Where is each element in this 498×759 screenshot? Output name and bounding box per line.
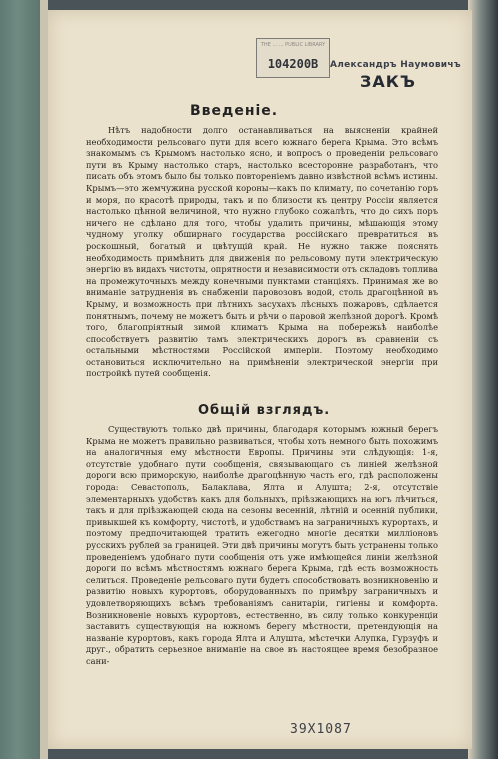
book-cover-left bbox=[0, 0, 44, 759]
section-text-general-view: Существуютъ только двѣ причины, благодаря которымъ южный берегъ Крыма не можетъ правильно развиваться, чтобы хоть немного быть похожимъ на аналогичныя ему мѣстности Европы. Причины эти слѣдующія: 1-я, отсутствіе удобнаго пути сообщенія, связывающаго съ линіей желѣзной дороги всю приморскую, наиболѣе драгоцѣнную часть его, гдѣ расположены города: Севастополь, Балаклава, Ялта и Алушта; 2-я, отсутствіе элементарныхъ удобствъ какъ для больныхъ, пріѣзжающихъ на югъ лѣчиться, такъ и для пріѣзжающей сюда на сезоны весенній, лѣтній и осенній публики, привыкшей къ комфорту, чистотѣ, и удобствамъ на заграничныхъ курортахъ, и поэтому предпочитающей тратить ежегодно многіе десятки милліоновъ русскихъ рублей за границей. Эти двѣ причины могутъ быть устранены только проведеніемъ удобнаго пути сообщенія отъ уже имѣющейся линіи желѣзной дороги по всѣмъ мѣстностямъ южнаго берега Крыма, гдѣ есть возможность селиться. Проведеніе рельсоваго пути будетъ способствовать возникновенію и развитію новыхъ курортовъ, оборудованныхъ по примѣру заграничныхъ и удовлетворяющихъ всѣмъ требованіямъ санитаріи, гигіены и комфорта. Возникновеніе новыхъ курортовъ, естественно, въ силу только конкуренціи заставитъ существующія на южномъ берегу мѣстности, претендующія на названіе курортовъ, какъ города Ялта и Алушта, мѣстечки Алупка, Гурзуфъ и друг., обратить серьезное вниманіе на свое въ настоящее время безобразное сани- bbox=[86, 424, 438, 666]
section-title-introduction: Введеніе. bbox=[190, 103, 279, 119]
stamp-number: 104200B bbox=[267, 57, 319, 71]
library-stamp bbox=[256, 38, 330, 78]
stamp-header: THE ... ... PUBLIC LIBRARY bbox=[260, 42, 326, 48]
cover-edge bbox=[40, 0, 48, 759]
owner-label: Александръ Наумовичъ bbox=[330, 60, 461, 70]
book-edge-right bbox=[468, 0, 498, 759]
owner-name: ЗАКЪ bbox=[360, 72, 416, 91]
archive-mark: 39X1087 bbox=[290, 722, 352, 737]
section-text-introduction: Нѣтъ надобности долго останавливаться на выясненіи крайней необходимости рельсоваго пути для всего южнаго берега Крыма. Это всѣмъ знакомымъ съ Крымомъ настолько ясно, и вопросъ о проведеніи рельсоваго пути въ Крыму настолько старъ, настолько всесторонне разработанъ, что писать объ этомъ было бы только повтореніемъ давно извѣстной всѣмъ истины. Крымъ—это жемчужина русской короны—какъ по климату, по сочетанію горъ и моря, по красотѣ природы, такъ и по близости къ центру Россіи является настолько цѣнной величиной, что нужно глубоко сожалѣть, что до сихъ поръ ничего не сдѣлано для того, чтобы удалить причины, мѣшающія этому чудному уголку обширнаго государства россійскаго превратиться въ роскошный, богатый и цвѣтущій край. Не нужно также пояснять необходимость примѣнить для движенія по рельсовому пути электрическую энергію въ видахъ чистоты, опрятности и независимости отъ складовъ топлива на промежуточныхъ между конечными пунктами станціяхъ. Принимая же во вниманіе затрудненія въ снабженіи паровозовъ водой, столь драгоцѣнной въ Крыму, и возможность при лѣтнихъ засухахъ лѣсныхъ пожаровъ, сдѣлается понятнымъ, почему не можетъ быть и рѣчи о паровой желѣзной дорогѣ. Кромѣ того, благопріятный зимой климатъ Крыма на побережьѣ наиболѣе способствуетъ развитію тамъ электрическихъ дорогъ въ сравненіи съ остальными мѣстностями Россійской имперіи. Поэтому необходимо остановиться исключительно на примѣненіи электрической энергіи при постройкѣ путей сообщенія. bbox=[86, 125, 438, 379]
section-title-general-view: Общій взглядъ. bbox=[198, 403, 331, 418]
